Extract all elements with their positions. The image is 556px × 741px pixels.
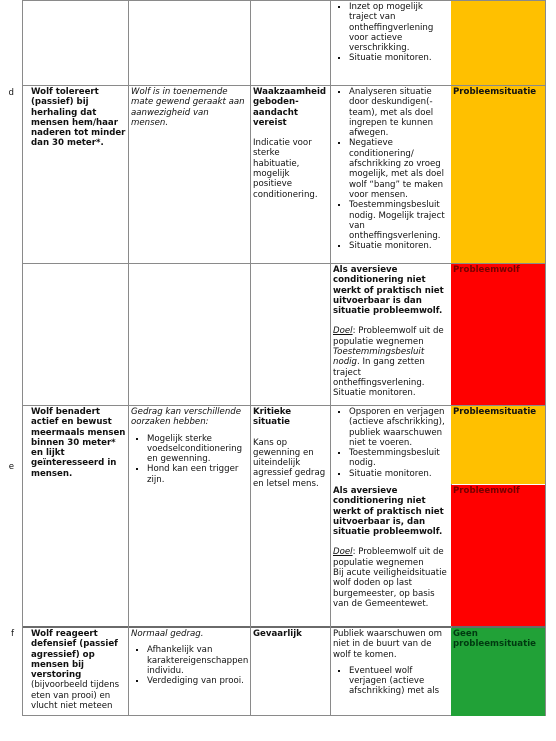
row-d-risk-title: Waakzaamheid geboden-aandacht vereist	[253, 87, 327, 128]
row-e-risk-title: Kritieke situatie	[253, 407, 292, 428]
row-e-explanation-intro: Gedrag kan verschillende oorzaken hebben:	[131, 407, 242, 428]
row-d-actions	[331, 86, 451, 263]
row-f-explanation	[129, 628, 250, 716]
row-d-explanation: Wolf is in toenemende mate gewend geraakt aan aanwezigheid van mensen.	[131, 87, 245, 128]
list-item: ▪ Toestemmingsbesluit nodig. Mogelijk traject van ontheffingsverlening.	[349, 200, 449, 241]
list-item: ▪ Situatie monitoren.	[349, 53, 449, 63]
row-d2-toestemming	[333, 347, 449, 388]
doel-text: : Probleemwolf uit de populatie wegnemen	[333, 326, 444, 347]
row-f-actions-intro: Publiek waarschuwen om niet in de buurt van de wolf te komen.	[333, 629, 443, 660]
row-d-risk	[251, 86, 330, 263]
list-item: ▪ Opsporen en verjagen (actieve afschrikking), publiek waarschuwen niet te voeren.	[349, 407, 449, 448]
list-item: ▪ Analyseren situatie door deskundigen(-team), met als doel ingrepen te kunnen afwegen.	[349, 87, 449, 138]
row-d2-monitor: Situatie monitoren.	[333, 388, 416, 399]
row-f-behavior	[29, 628, 129, 716]
list-item: ▪ Eventueel wolf verjagen (actieve afschrikking) met als	[349, 666, 449, 697]
row-e2-extra: Bij acute veiligheidsituatie wolf doden op last burgemeester, op basis van de Gemeentewet.	[333, 568, 447, 609]
row0-actions	[331, 1, 451, 85]
list-item: ▪ Situatie monitoren.	[349, 469, 449, 479]
row-f-risk-title: Gevaarlijk	[253, 629, 302, 639]
row0-status-cell	[451, 1, 545, 85]
row-f-status-badge: Geen probleemsituatie	[451, 628, 545, 716]
row-d2-heading: Als aversieve conditionering niet werkt of praktisch niet uitvoerbaar is dan situatie probleemwolf.	[333, 265, 444, 317]
row-e2-heading: Als aversieve conditionering niet werkt of praktisch niet uitvoerbaar is, dan situatie probleemwolf.	[333, 486, 444, 538]
list-item: ▪ Situatie monitoren.	[349, 241, 449, 251]
row-f-actions	[331, 628, 451, 716]
list-item: ▪ Hond kan een trigger zijn.	[147, 464, 248, 485]
row-f-explanation-intro: Normaal gedrag.	[131, 629, 204, 639]
row-e2-status-badge: Probleemwolf	[451, 485, 545, 626]
row-e-status-badge: Probleemsituatie	[451, 406, 545, 484]
row-d-status-badge: Probleemsituatie	[451, 86, 545, 263]
risk-table	[22, 0, 546, 716]
row-d-behavior: Wolf tolereert (passief) bij herhaling dat mensen hem/haar naderen tot minder dan 30 meter*.	[31, 87, 126, 149]
row-id-e: e	[8, 462, 14, 472]
row-d-risk-desc: Indicatie voor sterke habituatie, mogelijk positieve conditionering.	[253, 138, 318, 200]
row-e2-actions	[331, 485, 451, 626]
row-e-risk	[251, 406, 330, 626]
row-e-behavior: Wolf benadert actief en bewust meermaals mensen binnen 30 meter* en lijkt geïnteresseerd in mensen.	[31, 407, 126, 479]
row-id-d: d	[8, 88, 14, 98]
row-f-behavior-bold: Wolf reageert defensief (passief agressief) op mensen bij verstoring	[31, 629, 118, 681]
toestemming-text: . In gang zetten traject ontheffingsverlening.	[333, 357, 425, 388]
doel-label: Doel	[333, 326, 353, 337]
row-e-risk-desc: Kans op gewenning en uiteindelijk agressief gedrag en letsel mens.	[253, 437, 326, 489]
doel-text: : Probleemwolf uit de populatie wegnemen	[333, 547, 444, 568]
list-item: ▪ Inzet op mogelijk traject van ontheffingverlening voor actieve verschrikking.	[349, 2, 449, 53]
doel-label: Doel	[333, 547, 353, 558]
row-f-behavior-normal: (bijvoorbeeld tijdens eten van prooi) en vlucht niet meteen	[31, 680, 120, 712]
row-id-f: f	[10, 629, 14, 639]
list-item: ▪ Negatieve conditionering/ afschrikking zo vroeg mogelijk, met als doel wolf “bang” te maken voor mensen.	[349, 138, 449, 200]
toestemming-label: Toestemmingsbesluit nodig	[333, 347, 425, 368]
row-d2-doel	[333, 326, 449, 347]
row-e2-doel	[333, 547, 449, 568]
list-item: ▪ Mogelijk sterke voedselconditionering en gewenning.	[147, 434, 248, 465]
row-d2-status-badge: Probleemwolf	[451, 264, 545, 405]
list-item: ▪ Verdediging van prooi.	[147, 676, 248, 686]
row-e-actions	[331, 406, 451, 484]
list-item: ▪ Toestemmingsbesluit nodig.	[349, 448, 449, 469]
row-e-explanation	[129, 406, 250, 626]
row-d2-actions	[331, 264, 451, 405]
list-item: ▪ Afhankelijk van karaktereigenschappen individu.	[147, 645, 248, 676]
